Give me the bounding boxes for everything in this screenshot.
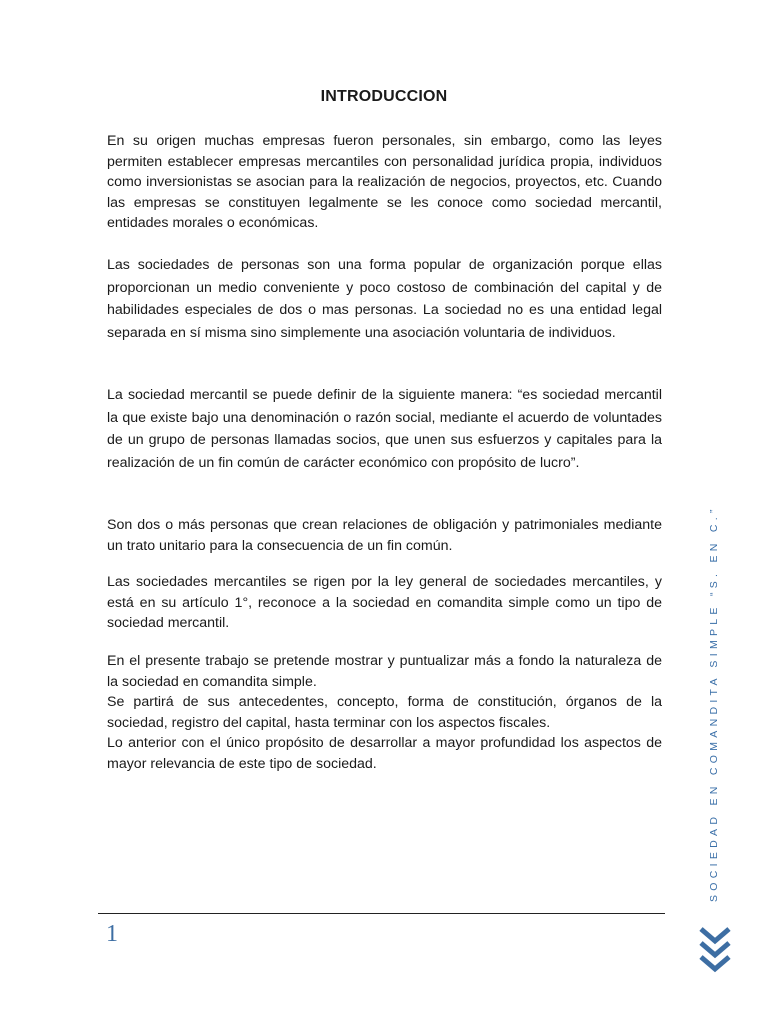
paragraph-4: Son dos o más personas que crean relaciones de obligación y patrimoniales mediante un trato unitario para la consecuencia de un fin común.	[107, 517, 662, 554]
page-title: INTRODUCCION	[320, 88, 448, 105]
page-number: 1	[106, 921, 118, 947]
paragraph-6-line-1: En el presente trabajo se pretende mostrar y puntualizar más a fondo la naturaleza de la sociedad en comandita simple.	[107, 653, 662, 690]
triple-chevron-down-icon	[698, 926, 732, 974]
paragraph-1: En su origen muchas empresas fueron personales, sin embargo, como las leyes permiten establecer empresas mercantiles con personalidad jurídica propia, individuos como inversionistas se asocian para la realización de negocios, proyectos, etc. Cuando las empresas se constituyen legalmente se les conoce como sociedad mercantil, entidades morales o económicas.	[107, 133, 662, 231]
sidebar-vertical-title: SOCIEDAD EN COMANDITA SIMPLE “S. EN C.”	[708, 505, 720, 902]
paragraph-2: Las sociedades de personas son una forma popular de organización porque ellas proporcionan un medio conveniente y poco costoso de combinación del capital y de habilidades especiales de dos o mas personas. La sociedad no es una entidad legal separada en sí misma sino simplemente una asociación voluntaria de individuos.	[107, 257, 662, 341]
footer-divider	[98, 913, 665, 914]
paragraph-6-line-2: Se partirá de sus antecedentes, concepto, forma de constitución, órganos de la sociedad, registro del capital, hasta terminar con los aspectos fiscales.	[107, 694, 662, 731]
paragraph-5: Las sociedades mercantiles se rigen por la ley general de sociedades mercantiles, y está en su artículo 1°, reconoce a la sociedad en comandita simple como un tipo de sociedad mercantil.	[107, 574, 662, 631]
paragraph-6	[107, 651, 662, 774]
paragraph-3: La sociedad mercantil se puede definir de la siguiente manera: “es sociedad mercantil la que existe bajo una denominación o razón social, mediante el acuerdo de voluntades de un grupo de personas llamadas socios, que unen sus esfuerzos y capitales para la realización de un fin común de carácter económico con propósito de lucro”.	[107, 387, 662, 471]
paragraph-6-line-3: Lo anterior con el único propósito de desarrollar a mayor profundidad los aspectos de mayor relevancia de este tipo de sociedad.	[107, 735, 662, 772]
